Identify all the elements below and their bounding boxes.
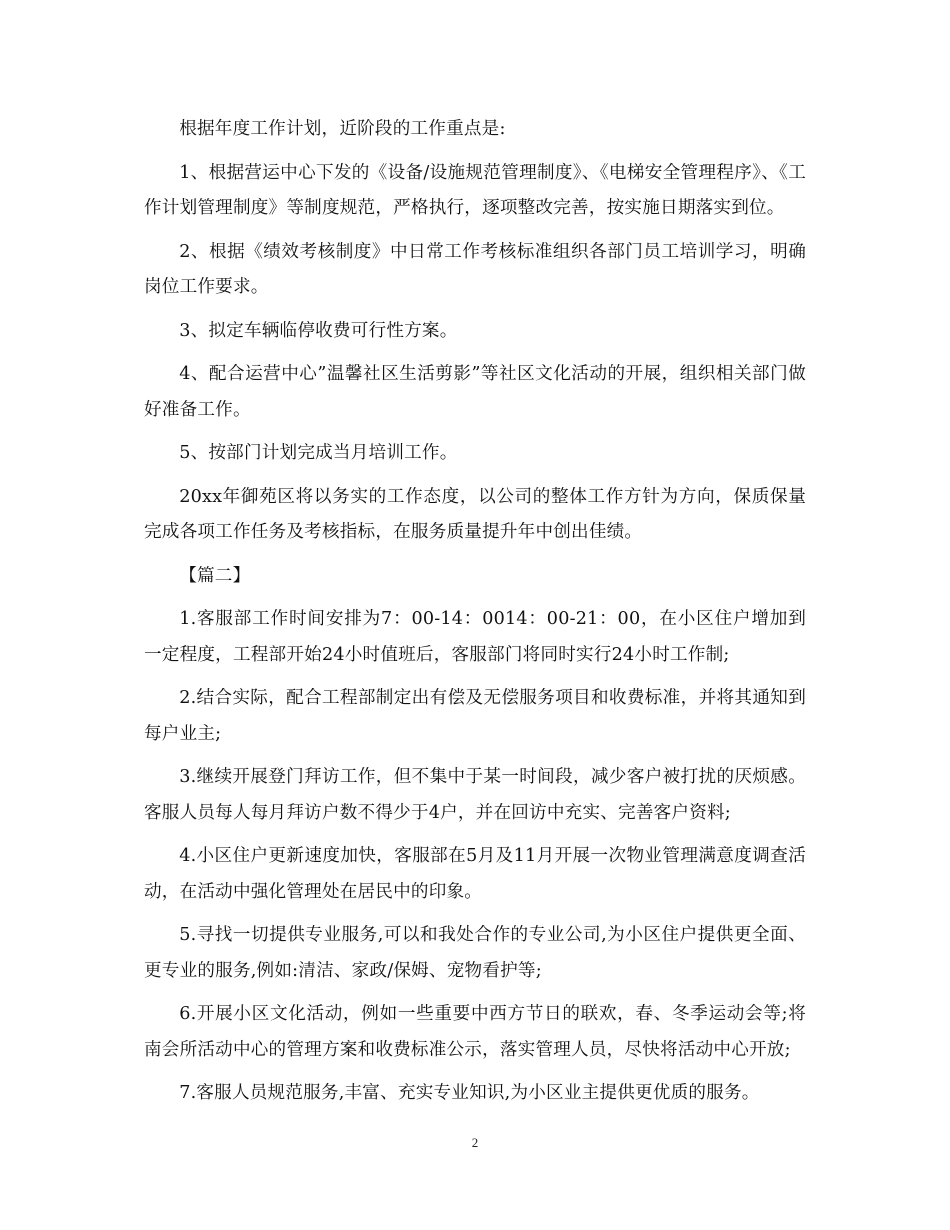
section2-item-4: 4.小区住户更新速度加快，客服部在5月及11月开展一次物业管理满意度调查活动，在活动中强化管理处在居民中的印象。	[144, 846, 806, 902]
section2-item-3: 3.继续开展登门拜访工作，但不集中于某一时间段，减少客户被打扰的厌烦感。客服人员每人每月拜访户数不得少于4户，并在回访中充实、完善客户资料;	[144, 767, 806, 823]
section2-item-2: 2.结合实际，配合工程部制定出有偿及无偿服务项目和收费标准，并将其通知到每户业主;	[144, 688, 806, 744]
list-item-3: 3、拟定车辆临停收费可行性方案。	[179, 320, 458, 341]
list-item-4: 4、配合运营中心”温馨社区生活剪影”等社区文化活动的开展，组织相关部门做好准备工作。	[144, 364, 806, 420]
section2-item-1: 1.客服部工作时间安排为7：00-14：0014：00-21：00，在小区住户增加到一定程度，工程部开始24小时值班后，客服部门将同时实行24小时工作制;	[144, 609, 806, 665]
section2-item-6: 6.开展小区文化活动，例如一些重要中西方节日的联欢，春、冬季运动会等;将南会所活动中心的管理方案和收费标准公示，落实管理人员，尽快将活动中心开放;	[144, 1004, 806, 1060]
list-item-2: 2、根据《绩效考核制度》中日常工作考核标准组织各部门员工培训学习，明确岗位工作要求。	[144, 241, 806, 297]
section2-item-7: 7.客服人员规范服务,丰富、充实专业知识,为小区业主提供更优质的服务。	[179, 1083, 760, 1103]
intro-paragraph: 根据年度工作计划，近阶段的工作重点是:	[179, 119, 506, 139]
section2-item-5: 5.寻找一切提供专业服务,可以和我处合作的专业公司,为小区住户提供更全面、更专业的服务,例如:清洁、家政/保姆、宠物看护等;	[144, 925, 806, 981]
document-body	[144, 112, 806, 1120]
list-item-1: 1、根据营运中心下发的《设备/设施规范管理制度》、《电梯安全管理程序》、《工作计划管理制度》等制度规范，严格执行，逐项整改完善，按实施日期落实到位。	[144, 162, 806, 218]
page-number: 2	[471, 1135, 479, 1150]
summary-paragraph: 20xx年御苑区将以务实的工作态度，以公司的整体工作方针为方向，保质保量完成各项工作任务及考核指标，在服务质量提升年中创出佳绩。	[144, 486, 806, 542]
list-item-5: 5、按部门计划完成当月培训工作。	[179, 443, 458, 463]
section-heading: 【篇二】	[179, 565, 251, 586]
